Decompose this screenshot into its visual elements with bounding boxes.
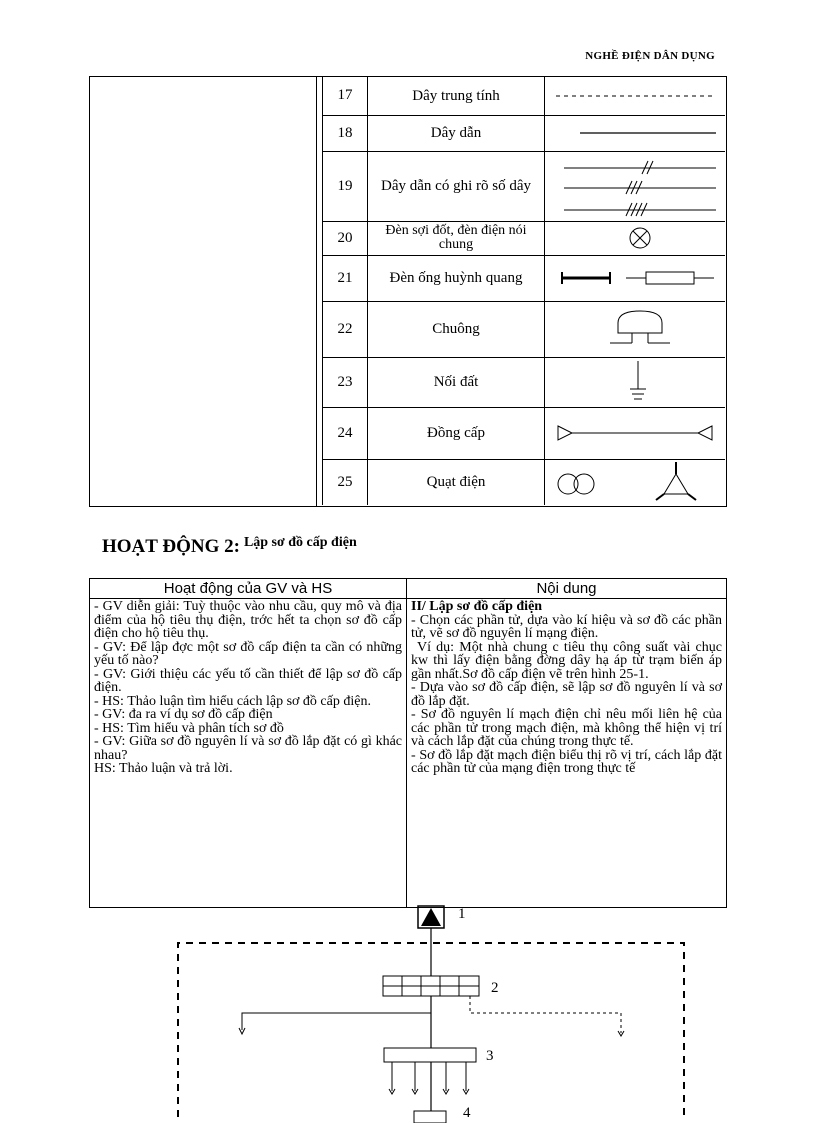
activity-right-cell — [407, 599, 727, 908]
list-item: - Chọn các phần tử, dựa vào kí hiệu và sơ đồ các phần tử, vẽ sơ đồ nguyên lí mạng điện. — [411, 612, 722, 641]
fluorescent-lamp-icon — [545, 255, 726, 301]
list-item: - GV: Để lập đợc một sơ đồ cấp điện ta cần có những yếu tố nào? — [94, 639, 402, 668]
activity-col-left-header: Hoạt động của GV và HS — [90, 579, 407, 599]
table-row — [323, 459, 726, 505]
sub-board — [384, 1048, 476, 1062]
symbol-name: Dây dẫn — [368, 115, 545, 151]
device-box — [414, 1111, 446, 1123]
diagram-label-2: 2 — [491, 980, 499, 996]
list-item: - GV diễn giải: Tuỳ thuộc vào nhu cầu, quy mô và địa điểm của hộ tiêu thụ điện, trớc hết ta chọn sơ đồ cấp điện cho hộ tiêu thụ. — [94, 599, 402, 641]
diagram-label-4: 4 — [463, 1105, 471, 1121]
symbol-num: 21 — [323, 255, 368, 301]
symbol-num: 20 — [323, 221, 368, 255]
table-row — [323, 407, 726, 459]
symbol-name: Đồng cấp — [368, 407, 545, 459]
symbol-num: 25 — [323, 459, 368, 505]
list-item: - GV: Giới thiệu các yếu tố cần thiết để lập sơ đồ cấp điện. — [94, 666, 402, 695]
wire-icon — [545, 115, 726, 151]
diagram-label-3: 3 — [486, 1048, 494, 1064]
symbol-table-left-blank — [90, 77, 317, 506]
list-item: - HS: Thảo luận tìm hiểu cách lập sơ đồ cấp điện. — [94, 693, 371, 709]
activity-col-right-header: Nội dung — [407, 579, 727, 599]
source-arrow-icon — [421, 908, 441, 926]
table-row — [323, 151, 726, 221]
symbol-table-frame — [89, 76, 727, 507]
table-row — [323, 255, 726, 301]
list-item: - Dựa vào sơ đồ cấp điện, sẽ lập sơ đồ nguyên lí và sơ đồ lắp đặt. — [411, 680, 722, 709]
diagram-label-1: 1 — [458, 906, 466, 922]
neutral-wire-icon — [545, 77, 726, 115]
symbol-table — [322, 77, 725, 505]
activity-left-cell — [90, 599, 407, 908]
table-row — [323, 357, 726, 407]
table-row — [323, 77, 726, 115]
symbol-name: Đèn sợi đốt, đèn điện nói chung — [368, 221, 545, 255]
content-heading: II/ Lập sơ đồ cấp điện — [411, 599, 543, 614]
bell-icon — [545, 301, 726, 357]
symbol-num: 18 — [323, 115, 368, 151]
table-row — [323, 115, 726, 151]
list-item: Ví dụ: Một nhà chung c tiêu thụ công suất vài chục kw thì lấy điện bằng đờng dây hạ áp từ trạm biến áp gần nhất.Sơ đồ cấp điện vẽ trên hình 25-1. — [411, 639, 722, 682]
numbered-wire-icon — [545, 151, 726, 221]
symbol-name: Dây trung tính — [368, 77, 545, 115]
symbol-name: Quạt điện — [368, 459, 545, 505]
symbol-num: 22 — [323, 301, 368, 357]
symbol-name: Chuông — [368, 301, 545, 357]
list-item: - GV: Giữa sơ đồ nguyên lí và sơ đồ lắp đặt có gì khác nhau? — [94, 734, 402, 763]
activity-title — [102, 536, 357, 558]
branch-right — [470, 996, 621, 1033]
list-item: - HS: Tìm hiểu và phân tích sơ đồ — [94, 720, 284, 736]
list-item: HS: Thảo luận và trả lời. — [94, 761, 233, 776]
cable-icon — [545, 407, 726, 459]
fan-icon — [545, 459, 726, 505]
activity-subtitle: Lập sơ đồ cấp điện — [243, 535, 357, 550]
symbol-name: Dây dẫn có ghi rõ số dây — [368, 151, 545, 221]
symbol-num: 17 — [323, 77, 368, 115]
power-supply-diagram — [0, 895, 816, 1123]
symbol-name: Nối đất — [368, 357, 545, 407]
distribution-board — [383, 976, 479, 996]
symbol-num: 19 — [323, 151, 368, 221]
list-item: - Sơ đồ lắp đặt mạch điện biểu thị rõ vị trí, cách lắp đặt các phần tử của mạng điện trong thực tế — [411, 747, 722, 776]
list-item: - Sơ đồ nguyên lí mạch điện chỉ nêu mối liên hệ của các phần tử trong mạch điện, mà không thể hiện vị trí và cách lắp đặt của chúng trong thực tế. — [411, 707, 722, 749]
lamp-icon — [545, 221, 726, 255]
symbol-num: 23 — [323, 357, 368, 407]
table-row — [323, 301, 726, 357]
symbol-num: 24 — [323, 407, 368, 459]
activity-title-main: HOẠT ĐỘNG 2: — [102, 536, 240, 557]
table-row — [323, 221, 726, 255]
ground-icon — [545, 357, 726, 407]
list-item: - GV: đa ra ví dụ sơ đồ cấp điện — [94, 707, 273, 722]
page-header: NGHỀ ĐIỆN DÂN DỤNG — [585, 50, 715, 62]
symbol-name: Đèn ống huỳnh quang — [368, 255, 545, 301]
branch-left — [242, 1013, 431, 1030]
activity-table — [89, 578, 727, 908]
